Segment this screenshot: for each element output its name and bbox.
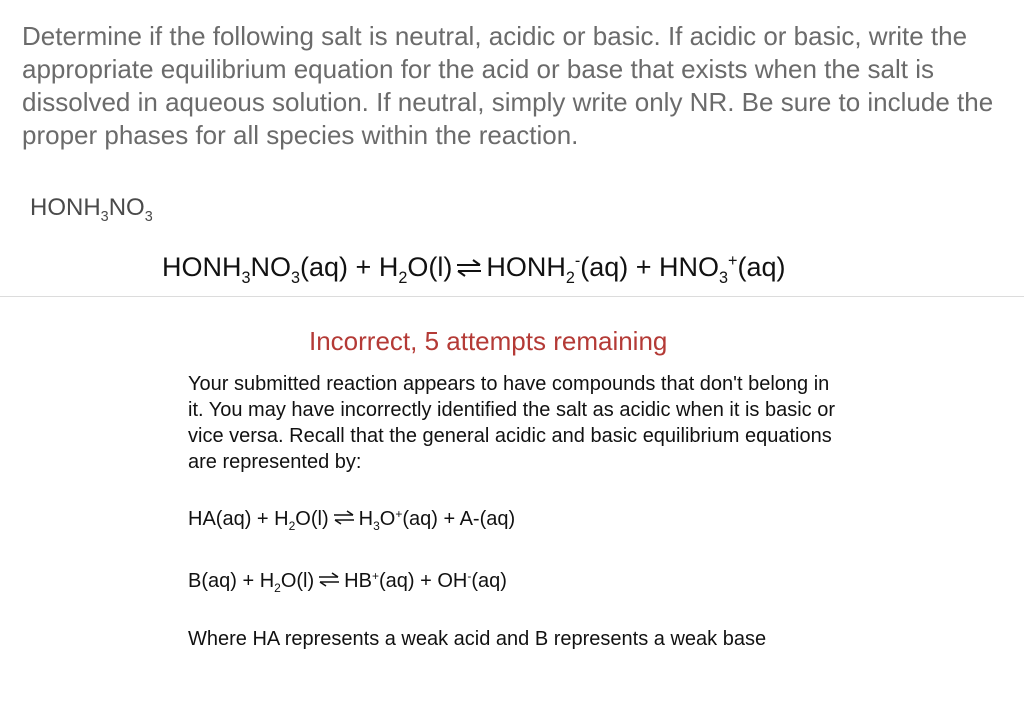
equation-part: B(aq) + H (188, 570, 275, 592)
subscript: 3 (719, 269, 729, 288)
equilibrium-arrow-icon (456, 253, 482, 284)
subscript: 3 (100, 209, 109, 226)
equation-part: HONH (162, 252, 242, 282)
divider (0, 296, 1024, 297)
equation-part: HA(aq) + H (188, 508, 289, 530)
subscript: 3 (291, 269, 301, 288)
subscript: 3 (241, 269, 251, 288)
subscript: 2 (398, 269, 408, 288)
salt-formula-part: HONH (30, 194, 101, 221)
equation-part: (aq) (471, 570, 507, 592)
equation-part: (aq) + HNO (580, 252, 720, 282)
equation-part: (aq) (737, 252, 786, 282)
feedback-status: Incorrect, 5 attempts remaining (309, 326, 668, 356)
subscript: 2 (288, 519, 296, 534)
subscript: 2 (565, 269, 575, 288)
equation-part: NO (250, 252, 292, 282)
subscript: 3 (144, 209, 153, 226)
question-text: Determine if the following salt is neutral, acidic or basic. If acidic or basic, write the appropriate equilibrium equation for the acid or base that exists when the salt is dissolved in aqueous solution. If neutral, simply write only NR. Be sure to include the proper phases for all species within the reaction. (22, 21, 994, 150)
equilibrium-arrow-icon (318, 570, 340, 593)
subscript: 3 (373, 519, 380, 534)
equation-part: O(l) (280, 570, 315, 592)
salt-formula (30, 194, 153, 226)
equation-part: H (358, 508, 374, 530)
equation-part: HONH (486, 252, 566, 282)
superscript: + (728, 252, 738, 271)
salt-formula-part: NO (108, 194, 145, 221)
equation-part: (aq) + H (300, 252, 399, 282)
feedback-message: Your submitted reaction appears to have compounds that don't belong in it. You may have incorrectly identified the salt as acidic when it is basic or vice versa. Recall that the general acidic and basic equilibrium equations are represented by: (188, 373, 835, 473)
equation-part: O(l) (295, 508, 329, 530)
equation-part: (aq) + A-(aq) (402, 508, 516, 530)
superscript: - (574, 252, 581, 271)
definition-note: Where HA represents a weak acid and B represents a weak base (188, 628, 767, 650)
equation-part: O (379, 508, 396, 530)
equation-part: HB (344, 570, 372, 592)
superscript: + (371, 568, 379, 583)
acid-equilibrium-equation (188, 506, 516, 534)
subscript: 2 (274, 581, 281, 596)
base-equilibrium-equation (188, 568, 507, 596)
superscript: + (395, 506, 403, 521)
equation-part: (aq) + OH (378, 570, 468, 592)
equilibrium-arrow-icon (333, 508, 355, 531)
equation-part: O(l) (407, 252, 453, 282)
superscript: - (467, 568, 472, 583)
submitted-answer-equation[interactable] (162, 252, 786, 288)
